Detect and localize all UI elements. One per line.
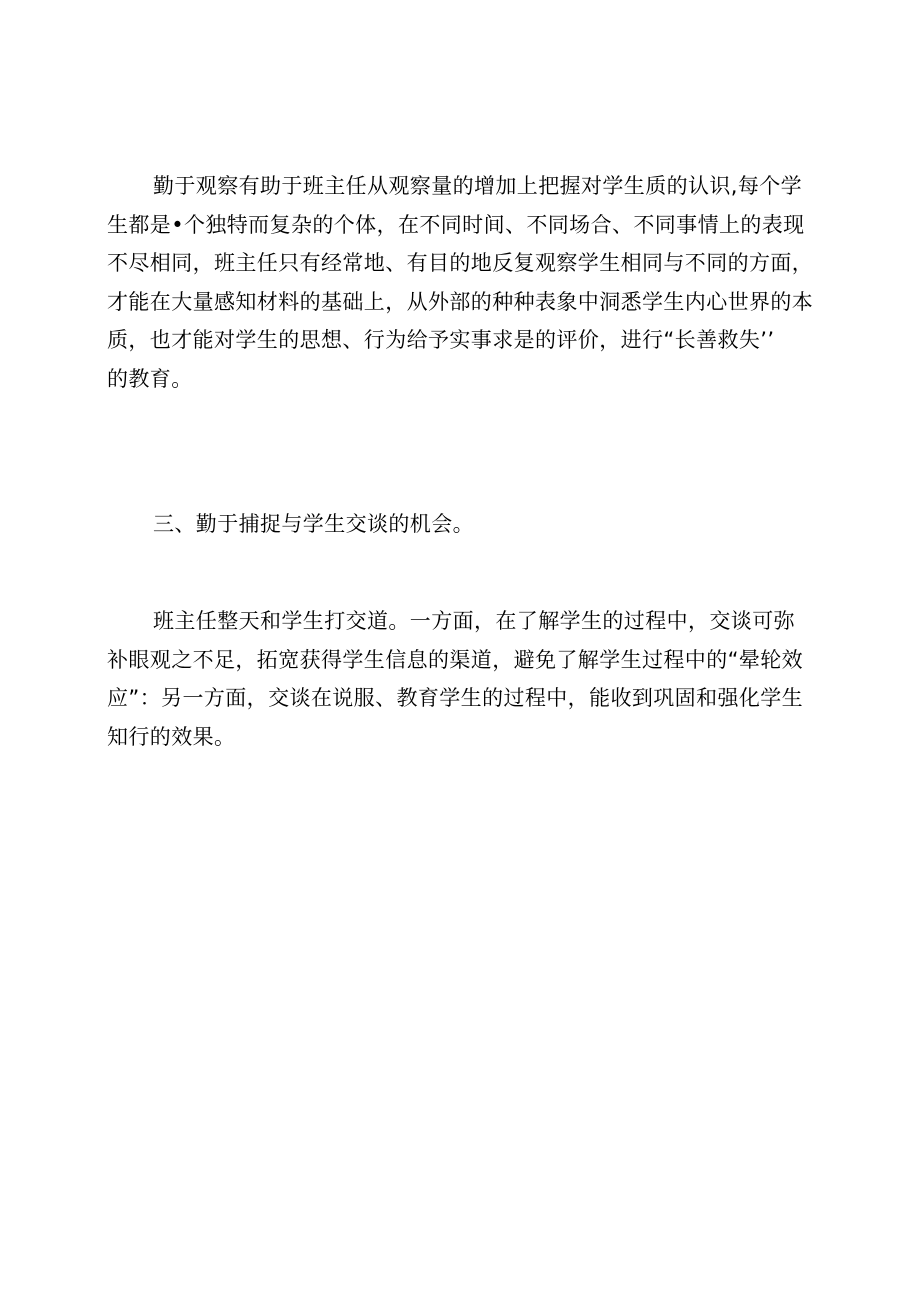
paragraph-line: 班主任整天和学生打交道。一方面，在了解学生的过程中，交谈可弥 <box>153 609 795 633</box>
paragraph-observation <box>107 167 814 398</box>
paragraph-line: 补眼观之不足，拓宽获得学生信息的渠道，避免了解学生过程中的“晕轮效 <box>107 647 804 672</box>
paragraph-line: 应”：另一方面，交谈在说服、教育学生的过程中，能收到巩固和强化学生 <box>107 686 804 710</box>
paragraph-line: 的教育。 <box>107 366 193 391</box>
paragraph-line: 质，也才能对学生的思想、行为给予实事求是的评价，进行“长善救失’’ <box>107 328 775 352</box>
paragraph-line: 勤于观察有助于班主任从观察量的增加上把握对学生质的认识,每个学 <box>153 174 803 198</box>
paragraph-line: 生都是•个独特而复杂的个体，在不同时间、不同场合、不同事情上的表现 <box>107 212 805 237</box>
section-heading <box>107 505 797 544</box>
paragraph-line: 不尽相同，班主任只有经常地、有目的地反复观察学生相同与不同的方面， <box>107 251 814 275</box>
paragraph-line: 才能在大量感知材料的基础上，从外部的种种表象中洞悉学生内心世界的本 <box>107 289 814 314</box>
paragraph-conversation <box>107 602 804 756</box>
section-heading-text: 三、勤于捕捉与学生交谈的机会。 <box>153 512 474 536</box>
paragraph-line: 知行的效果。 <box>107 724 236 749</box>
